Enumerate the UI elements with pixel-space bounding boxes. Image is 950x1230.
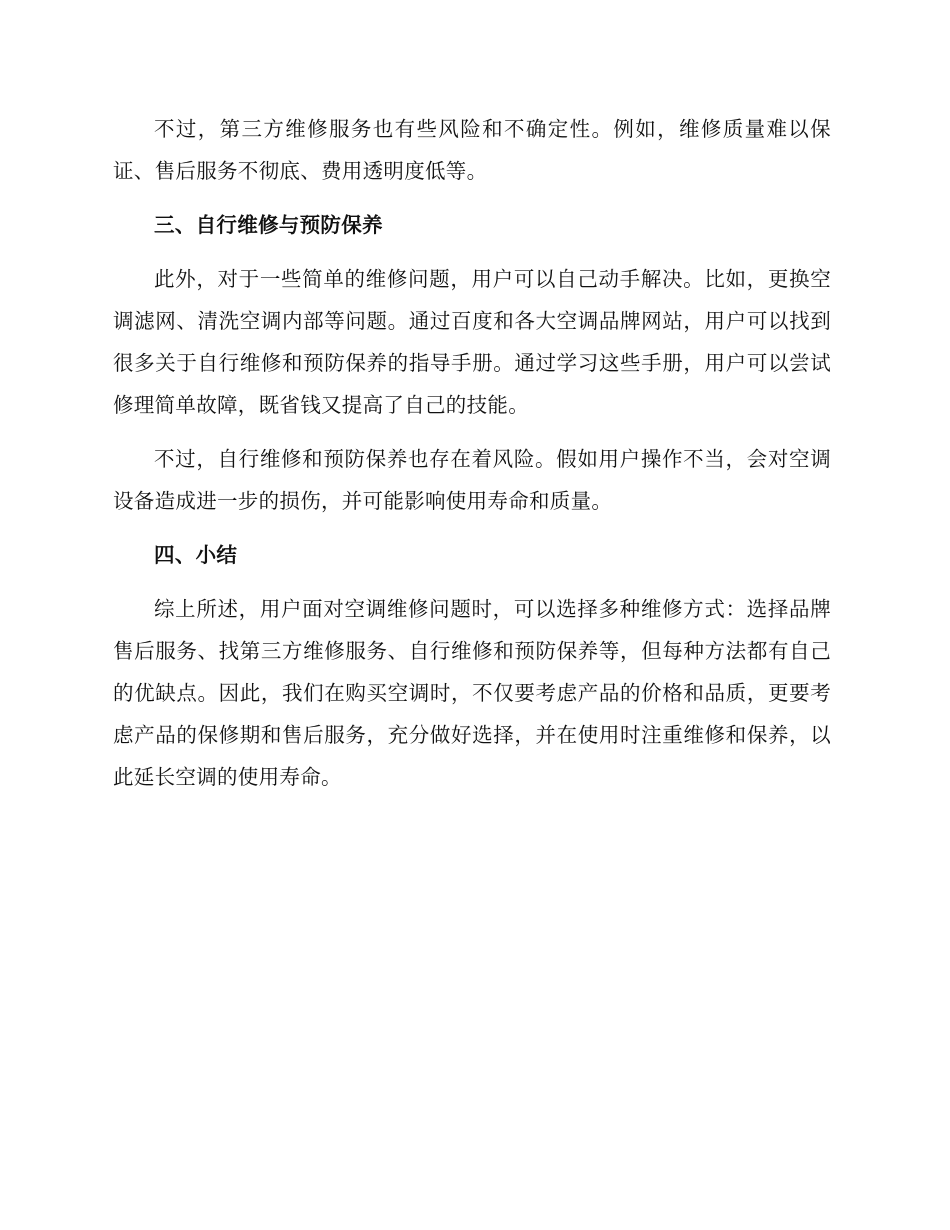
- section-heading-self-repair: 三、自行维修与预防保养: [154, 213, 383, 237]
- spacer: [113, 192, 831, 204]
- section-heading-summary: 四、小结: [154, 543, 238, 567]
- paragraph-third-party-risks: 不过，第三方维修服务也有些风险和不确定性。例如，维修质量难以保证、售后服务不彻底、费用透明度低等。: [113, 117, 831, 183]
- paragraph-self-repair: 此外，对于一些简单的维修问题，用户可以自己动手解决。比如，更换空调滤网、清洗空调内部等问题。通过百度和各大空调品牌网站，用户可以找到很多关于自行维修和预防保养的指导手册。通过学习这些手册，用户可以尝试修理简单故障，既省钱又提高了自己的技能。: [113, 267, 831, 417]
- spacer: [113, 576, 831, 588]
- spacer: [113, 426, 831, 438]
- paragraph-self-repair-risks: 不过，自行维修和预防保养也存在着风险。假如用户操作不当，会对空调设备造成进一步的损伤，并可能影响使用寿命和质量。: [113, 447, 831, 513]
- spacer: [113, 246, 831, 258]
- paragraph-summary: 综上所述，用户面对空调维修问题时，可以选择多种维修方式：选择品牌售后服务、找第三方维修服务、自行维修和预防保养等，但每种方法都有自己的优缺点。因此，我们在购买空调时，不仅要考虑产品的价格和品质，更要考虑产品的保修期和售后服务，充分做好选择，并在使用时注重维修和保养，以此延长空调的使用寿命。: [113, 597, 831, 789]
- spacer: [113, 522, 831, 534]
- document-page: [113, 108, 831, 798]
